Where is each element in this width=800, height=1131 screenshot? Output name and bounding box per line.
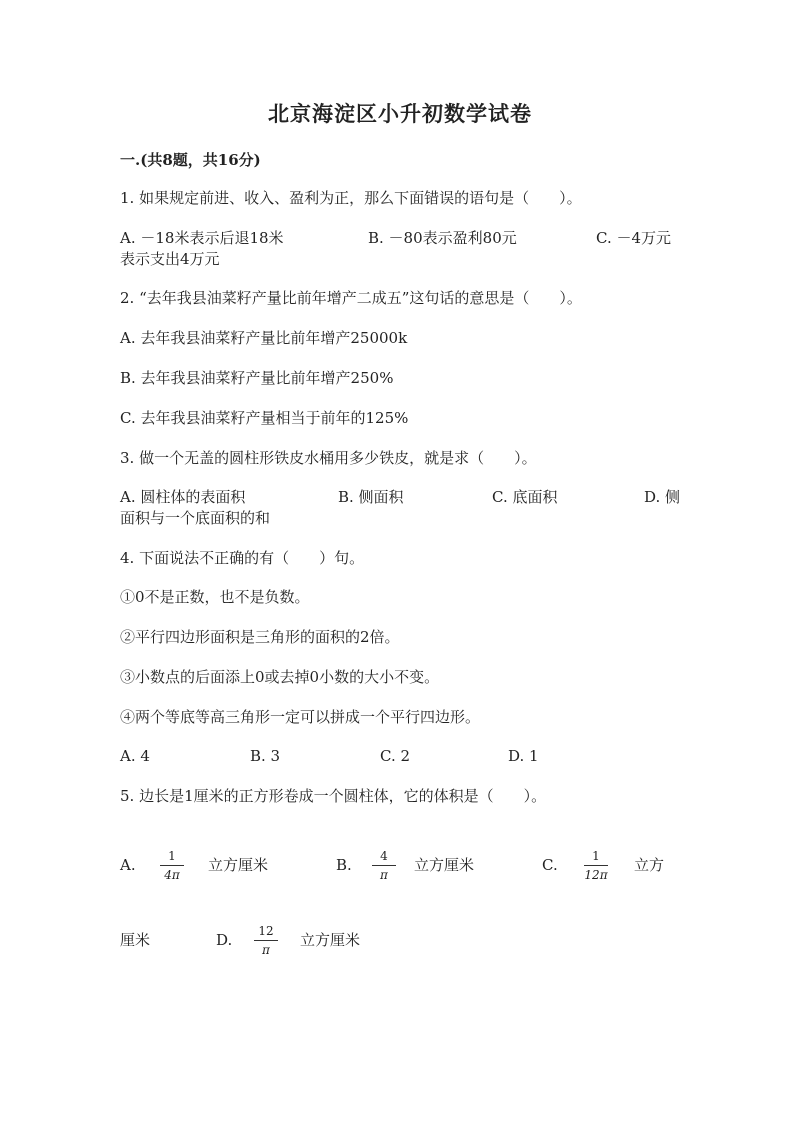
question-5-option-d-label[interactable]: D. <box>216 931 233 949</box>
page-title: 北京海淀区小升初数学试卷 <box>268 101 532 126</box>
fraction-numerator: 1 <box>168 849 176 863</box>
fraction-denominator: π <box>262 943 270 957</box>
question-2-option-c[interactable]: C. 去年我县油菜籽产量相当于前年的125% <box>120 409 409 427</box>
question-1-option-b[interactable]: B. －80表示盈利80元 <box>368 229 517 247</box>
fraction-denominator: 12π <box>584 868 608 882</box>
question-4-option-d[interactable]: D. 1 <box>508 747 539 765</box>
question-4-option-a[interactable]: A. 4 <box>120 747 150 765</box>
question-4-statement-3: ③小数点的后面添上0或去掉0小数的大小不变。 <box>120 668 440 686</box>
fraction-denominator: 4π <box>164 868 180 882</box>
fraction-denominator: π <box>380 868 388 882</box>
question-3-option-d[interactable]: D. 侧 <box>644 488 681 506</box>
fraction-bar <box>372 865 396 866</box>
question-1-option-c-continued: 表示支出4万元 <box>120 250 220 268</box>
question-2-stem: 2. “去年我县油菜籽产量比前年增产二成五”这句话的意思是（ ）。 <box>120 289 582 307</box>
question-2-option-a[interactable]: A. 去年我县油菜籽产量比前年增产25000k <box>120 329 408 347</box>
question-4-statement-1: ①0不是正数，也不是负数。 <box>120 588 310 606</box>
question-3-option-b[interactable]: B. 侧面积 <box>338 488 404 506</box>
question-4-statement-4: ④两个等底等高三角形一定可以拼成一个平行四边形。 <box>120 708 481 726</box>
question-1-option-c[interactable]: C. －4万元 <box>596 229 672 247</box>
question-5-option-a-label[interactable]: A. <box>120 856 136 874</box>
question-1-stem: 1. 如果规定前进、收入、盈利为正，那么下面错误的语句是（ ）。 <box>120 189 582 207</box>
question-4-stem: 4. 下面说法不正确的有（ ）句。 <box>120 549 365 567</box>
fraction-numerator: 4 <box>380 849 388 863</box>
fraction-bar <box>254 940 278 941</box>
question-5-option-b-unit: 立方厘米 <box>414 856 475 874</box>
question-4-option-b[interactable]: B. 3 <box>250 747 281 765</box>
question-5-option-b-label[interactable]: B. <box>336 856 352 874</box>
fraction-bar <box>584 865 608 866</box>
question-5-option-b-fraction <box>366 849 402 882</box>
fraction-numerator: 12 <box>258 924 274 938</box>
question-3-stem: 3. 做一个无盖的圆柱形铁皮水桶用多少铁皮，就是求（ ）。 <box>120 449 537 467</box>
question-4-option-c[interactable]: C. 2 <box>380 747 411 765</box>
section-heading: 一.(共8题，共16分) <box>120 151 261 169</box>
question-3-option-d-continued: 面积与一个底面积的和 <box>120 509 271 527</box>
question-5-option-c-continued: 厘米 <box>120 931 151 949</box>
question-5-option-c-unit: 立方 <box>634 856 665 874</box>
question-3-option-a[interactable]: A. 圆柱体的表面积 <box>120 488 246 506</box>
question-5-option-a-fraction <box>154 849 190 882</box>
question-1-option-a[interactable]: A. －18米表示后退18米 <box>120 229 284 247</box>
fraction-numerator: 1 <box>592 849 600 863</box>
question-4-statement-2: ②平行四边形面积是三角形的面积的2倍。 <box>120 628 400 646</box>
question-3-option-c[interactable]: C. 底面积 <box>492 488 558 506</box>
question-5-option-a-unit: 立方厘米 <box>208 856 269 874</box>
question-2-option-b[interactable]: B. 去年我县油菜籽产量比前年增产250% <box>120 369 394 387</box>
question-5-option-c-label[interactable]: C. <box>542 856 558 874</box>
question-5-stem: 5. 边长是1厘米的正方形卷成一个圆柱体，它的体积是（ ）。 <box>120 787 547 805</box>
question-5-option-d-fraction <box>248 924 284 957</box>
question-5-option-c-fraction <box>578 849 614 882</box>
question-5-option-d-unit: 立方厘米 <box>300 931 361 949</box>
fraction-bar <box>160 865 184 866</box>
